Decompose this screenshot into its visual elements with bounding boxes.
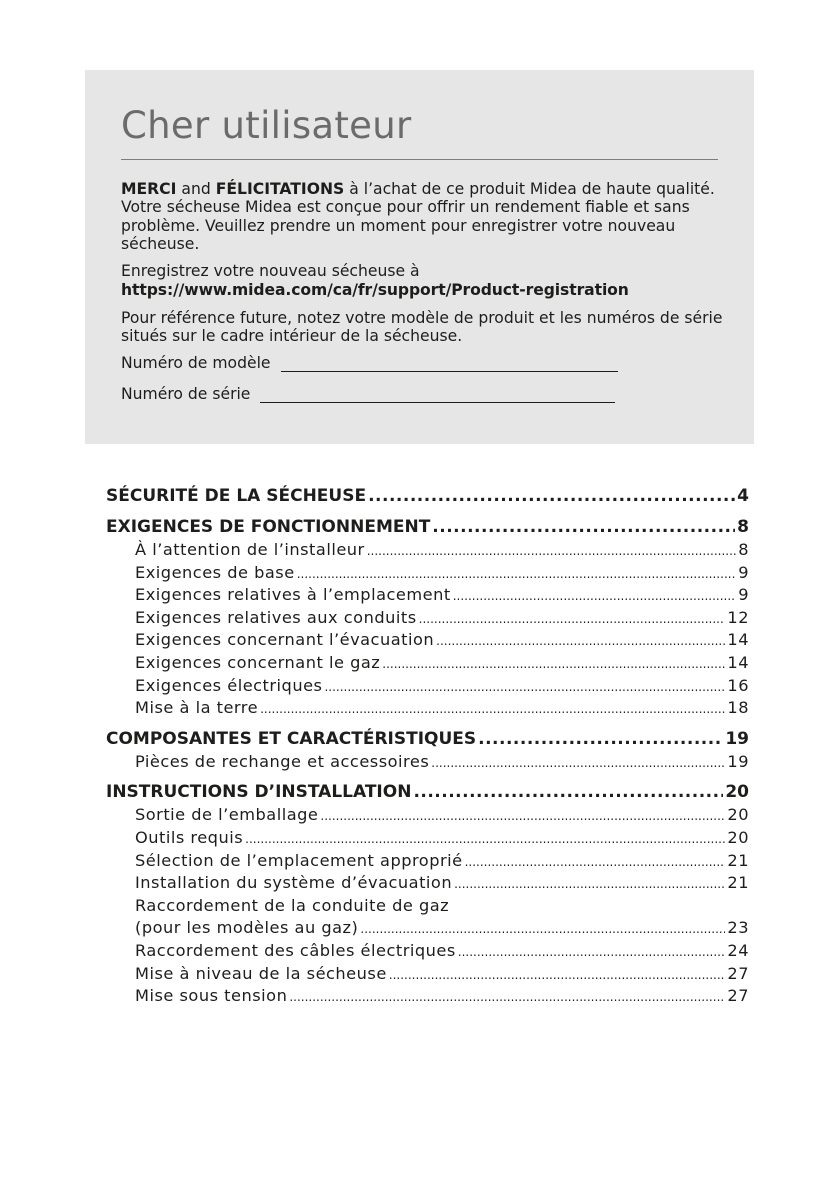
toc-entry-label: Mise à la terre (135, 698, 259, 718)
toc-entry[interactable] (106, 940, 749, 963)
toc-leader-dots (436, 630, 725, 652)
toc-entry-label: À l’attention de l’installeur (135, 540, 365, 559)
toc-leader-dots (368, 484, 735, 508)
toc-leader-dots (465, 851, 726, 873)
toc-leader-dots (478, 727, 723, 751)
toc-entry[interactable] (106, 895, 749, 940)
toc-entry-label: Mise à niveau de la sécheuse (135, 963, 387, 983)
serial-number-blank[interactable] (260, 388, 615, 403)
toc-entry-label: Raccordement de la conduite de gaz (135, 895, 450, 915)
toc-entry-label: Sélection de l’emplacement approprié (135, 850, 463, 870)
toc-section[interactable] (106, 484, 749, 508)
toc-page-number: 20 (727, 827, 749, 847)
model-number-field (121, 354, 724, 372)
toc-entry-label: Outils requis (135, 827, 244, 847)
toc-entry[interactable] (106, 804, 749, 827)
toc-entry[interactable] (106, 985, 749, 1008)
toc-entry[interactable] (106, 607, 749, 630)
title-divider (121, 159, 718, 160)
register-paragraph (121, 262, 724, 300)
toc-page-number: 9 (738, 562, 749, 582)
toc-entry[interactable] (106, 850, 749, 873)
register-text: Enregistrez votre nouveau sécheuse à (121, 262, 420, 281)
toc-entry-label: Exigences relatives à l’emplacement (135, 585, 451, 605)
serial-number-field (121, 385, 724, 403)
toc-entry[interactable] (106, 584, 749, 607)
toc-entry-label: Exigences électriques (135, 675, 323, 695)
serial-number-label: Numéro de série (121, 385, 251, 404)
thanks-rest-text: à l’achat de ce produit Midea de haute qualité. Votre sécheuse Midea est conçue pour offrir un rendement fiable et sans problème. Veuillez prendre un moment pour enregistrer votre nouveau sécheuse. (121, 180, 715, 253)
toc-section[interactable] (106, 727, 749, 751)
toc-leader-dots (320, 805, 725, 827)
toc-page-number: 18 (727, 698, 749, 718)
toc-leader-dots (260, 698, 725, 720)
toc-page-number: 8 (737, 517, 749, 537)
toc-page-number: 21 (727, 850, 749, 870)
toc-entry-label: Sortie de l’emballage (135, 805, 319, 825)
toc-leader-dots (431, 752, 725, 774)
toc-entry-label: Installation du système d’évacuation (135, 873, 453, 893)
toc-entry-label: Exigences de base (135, 562, 295, 582)
felicitations-text: FÉLICITATIONS (215, 180, 345, 198)
welcome-body (121, 180, 724, 403)
toc-page-number: 12 (727, 607, 749, 627)
welcome-title: Cher utilisateur (121, 104, 412, 147)
toc-section-label: COMPOSANTES ET CARACTÉRISTIQUES (106, 728, 477, 749)
toc-section-label: EXIGENCES DE FONCTIONNEMENT (106, 517, 431, 537)
toc-page-number: 9 (738, 585, 749, 605)
model-number-label: Numéro de modèle (121, 354, 271, 373)
toc-leader-dots (289, 986, 725, 1008)
toc-page-number: 19 (727, 751, 749, 771)
toc-entry[interactable] (106, 751, 749, 774)
toc-page-number: 20 (725, 782, 749, 803)
toc-entry-label-continued: (pour les modèles au gaz) (135, 918, 359, 938)
toc-page-number: 27 (727, 963, 749, 983)
toc-page-number: 23 (727, 918, 749, 938)
toc-leader-dots (419, 608, 726, 630)
toc-page-number: 8 (738, 540, 749, 559)
toc-leader-dots (382, 653, 725, 675)
toc-entry[interactable] (106, 629, 749, 652)
toc-leader-dots (389, 964, 726, 986)
toc-leader-dots (454, 873, 725, 895)
thanks-paragraph (121, 180, 724, 253)
toc-entry-second-line (135, 917, 749, 940)
toc-leader-dots (432, 515, 735, 539)
toc-page-number: 19 (725, 728, 749, 749)
toc-page-number: 16 (727, 675, 749, 695)
toc-leader-dots (367, 540, 736, 562)
table-of-contents (106, 484, 749, 1008)
toc-entry-label: Pièces de rechange et accessoires (135, 751, 430, 771)
model-number-blank[interactable] (281, 357, 618, 372)
toc-section[interactable] (106, 515, 749, 539)
toc-entry[interactable] (106, 675, 749, 698)
toc-entry-label: Exigences concernant l’évacuation (135, 630, 435, 650)
toc-leader-dots (413, 780, 723, 804)
merci-text: MERCI (121, 180, 177, 198)
toc-leader-dots (245, 828, 725, 850)
toc-section[interactable] (106, 780, 749, 804)
toc-entry-label: Raccordement des câbles électriques (135, 940, 456, 960)
toc-entry[interactable] (106, 562, 749, 585)
toc-section-label: SÉCURITÉ DE LA SÉCHEUSE (106, 486, 367, 506)
toc-entry[interactable] (106, 963, 749, 986)
toc-leader-dots (453, 585, 736, 607)
toc-section-label: INSTRUCTIONS D’INSTALLATION (106, 782, 412, 803)
toc-page-number: 21 (727, 873, 749, 893)
toc-leader-dots (324, 676, 725, 698)
toc-entry-label: Exigences relatives aux conduits (135, 607, 417, 627)
toc-entry[interactable] (106, 827, 749, 850)
reference-paragraph: Pour référence future, notez votre modèle de produit et les numéros de série situés sur le cadre intérieur de la sécheuse. (121, 308, 723, 346)
toc-entry[interactable] (106, 652, 749, 675)
toc-page-number: 24 (727, 940, 749, 960)
toc-leader-dots (458, 941, 726, 963)
toc-leader-dots (297, 563, 736, 585)
toc-page-number: 14 (727, 652, 749, 672)
welcome-box (85, 70, 754, 444)
toc-page-number: 14 (727, 630, 749, 650)
toc-entry[interactable] (106, 539, 749, 562)
toc-page-number: 4 (737, 486, 749, 506)
toc-entry-label: Mise sous tension (135, 986, 288, 1006)
toc-entry-label: Exigences concernant le gaz (135, 652, 381, 672)
toc-leader-dots (360, 918, 725, 940)
registration-link[interactable]: https://www.midea.com/ca/fr/support/Product-registration (121, 281, 629, 300)
toc-entry[interactable] (106, 697, 749, 720)
and-text: and (176, 180, 216, 198)
toc-entry[interactable] (106, 872, 749, 895)
toc-page-number: 20 (727, 805, 749, 825)
toc-page-number: 27 (727, 986, 749, 1006)
